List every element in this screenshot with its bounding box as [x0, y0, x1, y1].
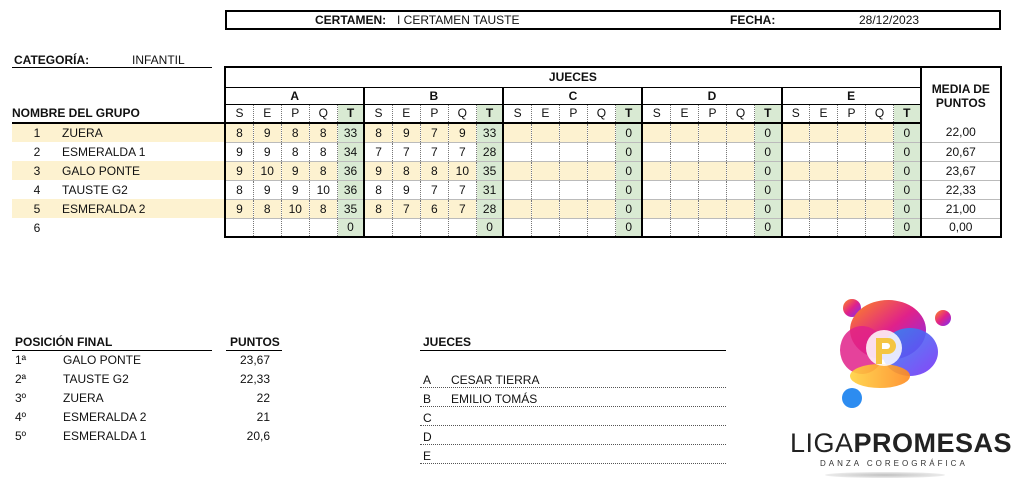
- group-name: [62, 218, 225, 237]
- score-cell: [503, 199, 531, 218]
- score-cell: 9: [281, 180, 309, 199]
- judge-letter: C: [423, 411, 432, 425]
- score-cell: [364, 218, 392, 237]
- score-cell: [448, 218, 476, 237]
- judge-total: 33: [337, 123, 364, 142]
- list-item: [12, 391, 282, 409]
- score-cell: [587, 180, 615, 199]
- score-cell: [782, 142, 810, 161]
- judge-total: 0: [615, 199, 642, 218]
- judge-total: 28: [476, 142, 503, 161]
- score-cell: [866, 161, 894, 180]
- group-number: 4: [33, 182, 41, 197]
- score-cell: 7: [420, 142, 448, 161]
- criteria-header-p: P: [698, 104, 726, 123]
- judge-list-item: [420, 389, 726, 407]
- score-cell: 7: [364, 142, 392, 161]
- average-points: 22,33: [921, 180, 1001, 199]
- score-cell: [253, 218, 281, 237]
- score-cell: [670, 199, 698, 218]
- score-cell: 9: [225, 142, 253, 161]
- score-cell: [559, 123, 587, 142]
- logo-text-liga: LIGA: [790, 428, 854, 458]
- judge-total: 33: [476, 123, 503, 142]
- criteria-header-p: P: [281, 104, 309, 123]
- criteria-header-t: T: [755, 104, 782, 123]
- table-row: [12, 123, 1001, 142]
- score-cell: [726, 218, 754, 237]
- score-cell: 8: [309, 123, 337, 142]
- score-cell: [866, 142, 894, 161]
- score-cell: [642, 199, 670, 218]
- judge-total: 0: [615, 218, 642, 237]
- score-cell: 10: [309, 180, 337, 199]
- group-number: 6: [33, 220, 41, 235]
- criteria-header-t: T: [337, 104, 364, 123]
- position-group-name: ZUERA: [63, 391, 104, 405]
- score-cell: 9: [253, 180, 281, 199]
- judge-total: 0: [755, 218, 782, 237]
- score-cell: [698, 218, 726, 237]
- position-points: 22: [256, 391, 270, 405]
- score-cell: 7: [392, 199, 420, 218]
- score-cell: [281, 218, 309, 237]
- judge-header-b: B: [364, 87, 503, 104]
- judge-total: 35: [476, 161, 503, 180]
- score-cell: [309, 218, 337, 237]
- puntos-underline: [226, 350, 282, 351]
- list-item: [12, 372, 282, 390]
- score-cell: [420, 218, 448, 237]
- score-cell: 8: [253, 199, 281, 218]
- score-cell: [587, 142, 615, 161]
- jueces-header: JUECES: [225, 67, 920, 87]
- position-points: 22,33: [239, 372, 270, 386]
- score-cell: [838, 161, 866, 180]
- judge-letter: E: [423, 449, 432, 463]
- score-cell: 8: [309, 161, 337, 180]
- score-cell: [670, 218, 698, 237]
- header-blank: [12, 87, 225, 104]
- score-cell: [838, 199, 866, 218]
- score-cell: [810, 142, 838, 161]
- score-cell: [225, 218, 253, 237]
- criteria-header-t: T: [894, 104, 921, 123]
- score-cell: [670, 161, 698, 180]
- score-cell: 9: [281, 161, 309, 180]
- criteria-header-p: P: [559, 104, 587, 123]
- final-position-underline: [12, 350, 212, 351]
- score-cell: [587, 123, 615, 142]
- criteria-header-t: T: [476, 104, 503, 123]
- judge-total: 31: [476, 180, 503, 199]
- score-cell: [838, 142, 866, 161]
- score-cell: [866, 180, 894, 199]
- position-rank: 5º: [15, 429, 27, 443]
- judge-list-item: [420, 408, 726, 426]
- score-cell: [531, 199, 559, 218]
- fecha-value: 28/12/2023: [859, 13, 920, 27]
- criteria-header-q: Q: [448, 104, 476, 123]
- position-rank: 3º: [15, 391, 27, 405]
- criteria-header-s: S: [782, 104, 810, 123]
- score-cell: [838, 218, 866, 237]
- score-cell: [782, 123, 810, 142]
- judge-total: 36: [337, 161, 364, 180]
- criteria-header-e: E: [392, 104, 420, 123]
- list-item: [12, 353, 282, 371]
- criteria-header-t: T: [615, 104, 642, 123]
- categoria-label: CATEGORÍA:: [14, 53, 90, 67]
- judge-letter: D: [423, 430, 432, 444]
- liga-promesas-logo: [780, 290, 1013, 486]
- criteria-header-e: E: [670, 104, 698, 123]
- position-group-name: ESMERALDA 1: [63, 429, 147, 443]
- position-group-name: TAUSTE G2: [63, 372, 129, 386]
- criteria-header-q: Q: [866, 104, 894, 123]
- judge-total: 0: [894, 180, 921, 199]
- group-name: GALO PONTE: [62, 161, 225, 180]
- score-cell: [866, 123, 894, 142]
- criteria-header-e: E: [810, 104, 838, 123]
- criteria-header-s: S: [642, 104, 670, 123]
- table-row: [12, 199, 1001, 218]
- group-name: ESMERALDA 1: [62, 144, 146, 159]
- media-header: [921, 67, 1001, 123]
- score-cell: 8: [364, 199, 392, 218]
- score-cell: [642, 161, 670, 180]
- score-cell: [531, 218, 559, 237]
- score-cell: 8: [281, 123, 309, 142]
- score-cell: [670, 142, 698, 161]
- group-number: 3: [12, 161, 62, 180]
- score-cell: [587, 161, 615, 180]
- score-cell: [503, 218, 531, 237]
- position-rank: 4º: [15, 410, 27, 424]
- score-cell: [726, 180, 754, 199]
- judge-total: 0: [755, 142, 782, 161]
- judge-total: 0: [894, 142, 921, 161]
- score-cell: [642, 142, 670, 161]
- criteria-header-s: S: [364, 104, 392, 123]
- score-cell: 10: [448, 161, 476, 180]
- judge-total: 0: [476, 218, 503, 237]
- position-points: 20,6: [246, 429, 270, 443]
- score-cell: [782, 161, 810, 180]
- score-cell: [698, 199, 726, 218]
- fecha-label: FECHA:: [730, 13, 776, 27]
- table-row: [12, 142, 1001, 161]
- media-header-text: MEDIA DE PUNTOS: [931, 81, 990, 110]
- logo-shadow: [825, 472, 945, 478]
- criteria-header-q: Q: [587, 104, 615, 123]
- average-points: 20,67: [921, 142, 1001, 161]
- score-cell: 7: [392, 142, 420, 161]
- judge-header-a: A: [225, 87, 364, 104]
- table-row: [12, 218, 1001, 237]
- score-cell: [531, 180, 559, 199]
- score-cell: [810, 218, 838, 237]
- criteria-header-q: Q: [726, 104, 754, 123]
- table-row: [12, 161, 1001, 180]
- position-group-name: ESMERALDA 2: [63, 410, 147, 424]
- judge-total: 0: [894, 199, 921, 218]
- score-cell: 7: [448, 199, 476, 218]
- score-cell: [531, 142, 559, 161]
- score-cell: 9: [448, 123, 476, 142]
- score-cell: [698, 142, 726, 161]
- score-cell: [670, 180, 698, 199]
- score-cell: 10: [281, 199, 309, 218]
- judge-total: 0: [894, 218, 921, 237]
- judge-header-e: E: [782, 87, 921, 104]
- score-cell: 8: [281, 142, 309, 161]
- judge-total: 0: [615, 180, 642, 199]
- score-cell: 9: [225, 161, 253, 180]
- score-cell: 9: [225, 199, 253, 218]
- judge-total: 0: [755, 199, 782, 218]
- position-points: 21: [256, 410, 270, 424]
- judge-total: 0: [755, 123, 782, 142]
- table-row: [12, 180, 1001, 199]
- list-item: [12, 410, 282, 428]
- judge-total: 34: [337, 142, 364, 161]
- position-rank: 1ª: [15, 353, 27, 367]
- score-cell: 6: [420, 199, 448, 218]
- score-cell: [503, 180, 531, 199]
- judges-list-underline: [420, 350, 726, 351]
- criteria-header-q: Q: [309, 104, 337, 123]
- puntos-title: PUNTOS: [230, 335, 280, 349]
- score-cell: 9: [253, 142, 281, 161]
- score-cell: 10: [253, 161, 281, 180]
- score-cell: 7: [420, 123, 448, 142]
- criteria-header-e: E: [531, 104, 559, 123]
- score-cell: [838, 180, 866, 199]
- position-points: 23,67: [239, 353, 270, 367]
- categoria-value: INFANTIL: [132, 53, 185, 67]
- judge-name: CESAR TIERRA: [451, 373, 540, 387]
- score-cell: [810, 161, 838, 180]
- score-cell: [642, 123, 670, 142]
- judge-total: 35: [337, 199, 364, 218]
- judge-name: EMILIO TOMÁS: [451, 392, 538, 406]
- score-cell: [782, 180, 810, 199]
- score-cell: 7: [448, 180, 476, 199]
- judge-list-item: [420, 370, 726, 388]
- judge-letter: A: [423, 373, 432, 387]
- judge-total: 0: [615, 123, 642, 142]
- judges-list-title: JUECES: [423, 335, 472, 349]
- score-cell: [866, 199, 894, 218]
- header-bar: [225, 10, 1001, 30]
- header-blank: [12, 67, 225, 87]
- score-cell: [698, 123, 726, 142]
- score-cell: 8: [420, 161, 448, 180]
- group-number: 1: [12, 123, 62, 142]
- group-name: ESMERALDA 2: [62, 199, 225, 218]
- score-cell: 8: [309, 199, 337, 218]
- certamen-value: I CERTAMEN TAUSTE: [397, 13, 520, 27]
- score-cell: 8: [392, 161, 420, 180]
- score-cell: [670, 123, 698, 142]
- judge-header-d: D: [642, 87, 781, 104]
- certamen-label: CERTAMEN:: [315, 13, 387, 27]
- logo-wordmark: [790, 428, 1012, 459]
- score-cell: [559, 180, 587, 199]
- judge-total: 28: [476, 199, 503, 218]
- judge-total: 0: [615, 161, 642, 180]
- average-points: 23,67: [921, 161, 1001, 180]
- judge-list-item: [420, 446, 726, 464]
- group-name: ZUERA: [62, 123, 225, 142]
- score-cell: [782, 199, 810, 218]
- score-cell: 9: [392, 180, 420, 199]
- score-cell: [698, 161, 726, 180]
- judge-total: 36: [337, 180, 364, 199]
- score-cell: 8: [309, 142, 337, 161]
- judge-letter: B: [423, 392, 432, 406]
- score-cell: 8: [225, 123, 253, 142]
- score-cell: [866, 218, 894, 237]
- judge-total: 0: [894, 161, 921, 180]
- score-cell: [587, 199, 615, 218]
- logo-subtitle: DANZA COREOGRÁFICA: [820, 459, 968, 468]
- score-cell: [559, 161, 587, 180]
- score-cell: [810, 180, 838, 199]
- list-item: [12, 429, 282, 447]
- score-cell: [559, 218, 587, 237]
- score-cell: [587, 218, 615, 237]
- score-cell: [503, 123, 531, 142]
- score-cell: [810, 123, 838, 142]
- average-points: 0,00: [921, 218, 1001, 237]
- judge-list-item: [420, 427, 726, 445]
- score-cell: [559, 142, 587, 161]
- score-cell: [726, 123, 754, 142]
- logo-text-promesas: PROMESAS: [853, 428, 1013, 458]
- criteria-header-p: P: [420, 104, 448, 123]
- judge-total: 0: [755, 180, 782, 199]
- criteria-header-p: P: [838, 104, 866, 123]
- logo-mark-icon: [780, 290, 1000, 430]
- score-cell: [642, 180, 670, 199]
- score-cell: 9: [253, 123, 281, 142]
- score-cell: 9: [364, 161, 392, 180]
- score-cell: [559, 199, 587, 218]
- judge-header-c: C: [503, 87, 642, 104]
- group-name: TAUSTE G2: [62, 182, 128, 197]
- score-cell: [726, 161, 754, 180]
- score-cell: [531, 161, 559, 180]
- score-cell: [392, 218, 420, 237]
- score-cell: 8: [364, 123, 392, 142]
- position-group-name: GALO PONTE: [63, 353, 142, 367]
- average-points: 21,00: [921, 199, 1001, 218]
- group-number: 5: [12, 199, 62, 218]
- position-rank: 2ª: [15, 372, 27, 386]
- score-cell: [726, 199, 754, 218]
- judge-total: 0: [615, 142, 642, 161]
- group-name-header: NOMBRE DEL GRUPO: [12, 104, 225, 123]
- score-cell: 7: [420, 180, 448, 199]
- judge-total: 0: [755, 161, 782, 180]
- score-cell: [698, 180, 726, 199]
- judge-total: 0: [337, 218, 364, 237]
- average-points: 22,00: [921, 123, 1001, 142]
- group-number: 2: [33, 144, 41, 159]
- judge-total: 0: [894, 123, 921, 142]
- score-cell: [503, 142, 531, 161]
- score-table: [12, 66, 1002, 238]
- criteria-header-s: S: [225, 104, 253, 123]
- score-cell: 8: [364, 180, 392, 199]
- score-cell: 7: [448, 142, 476, 161]
- score-cell: [642, 218, 670, 237]
- score-cell: [726, 142, 754, 161]
- criteria-header-s: S: [503, 104, 531, 123]
- score-cell: [838, 123, 866, 142]
- score-cell: [810, 199, 838, 218]
- score-cell: [503, 161, 531, 180]
- criteria-header-e: E: [253, 104, 281, 123]
- score-cell: 9: [392, 123, 420, 142]
- score-cell: [782, 218, 810, 237]
- final-position-title: POSICIÓN FINAL: [15, 335, 113, 349]
- score-cell: [531, 123, 559, 142]
- score-cell: 8: [225, 180, 253, 199]
